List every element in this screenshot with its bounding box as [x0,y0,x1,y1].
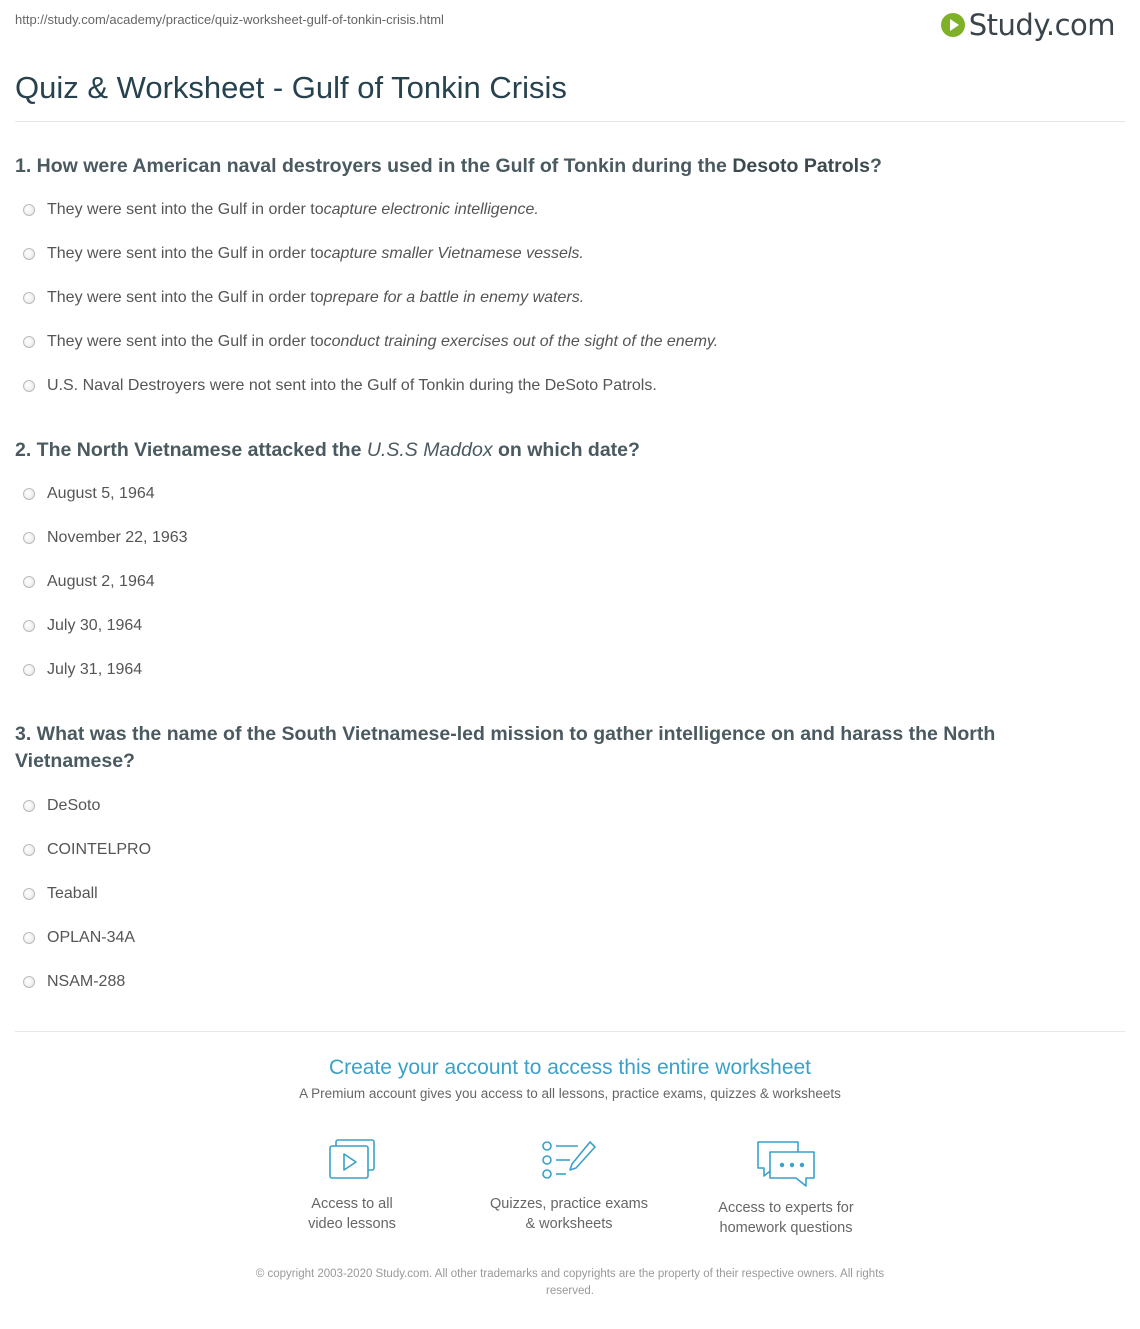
q2-option-3[interactable]: August 2, 1964 [23,571,155,593]
radio-button[interactable] [23,292,35,304]
page-url: http://study.com/academy/practice/quiz-worksheet-gulf-of-tonkin-crisis.html [15,12,444,27]
q3-option-5[interactable]: NSAM-288 [23,971,125,993]
q1-option-3[interactable]: They were sent into the Gulf in order to prepare for a battle in enemy waters. [23,287,584,309]
radio-button[interactable] [23,576,35,588]
q2-option-4[interactable]: July 30, 1964 [23,615,142,637]
radio-button[interactable] [23,336,35,348]
radio-button[interactable] [23,248,35,260]
q2-option-5[interactable]: July 31, 1964 [23,659,142,681]
q2-option-1[interactable]: August 5, 1964 [23,483,155,505]
radio-button[interactable] [23,532,35,544]
q1-option-1[interactable]: They were sent into the Gulf in order to capture electronic intelligence. [23,199,539,221]
title-divider [15,121,1125,122]
premium-description: A Premium account gives you access to all lessons, practice exams, quizzes & worksheets [299,1086,841,1101]
study-logo[interactable] [941,8,1115,42]
question-3: 3. What was the name of the South Vietnamese-led mission to gather intelligence on and harass the North Vietnamese? [15,723,996,772]
feature-video-lessons: Access to all video lessons [252,1138,452,1234]
q3-option-1[interactable]: DeSoto [23,795,100,817]
question-2: 2. The North Vietnamese attacked the U.S.S Maddox on which date? [15,439,640,461]
radio-button[interactable] [23,620,35,632]
cta-divider [15,1031,1125,1032]
q1-option-4[interactable]: They were sent into the Gulf in order to conduct training exercises out of the sight of the enemy. [23,331,718,353]
page-title: Quiz & Worksheet - Gulf of Tonkin Crisis [15,70,567,105]
chat-bubbles-icon [754,1138,818,1188]
radio-button[interactable] [23,204,35,216]
radio-button[interactable] [23,488,35,500]
q2-option-2[interactable]: November 22, 1963 [23,527,188,549]
question-1: 1. How were American naval destroyers used in the Gulf of Tonkin during the Desoto Patrols? [15,155,882,177]
quiz-list-icon [540,1138,598,1184]
radio-button[interactable] [23,664,35,676]
radio-button[interactable] [23,800,35,812]
radio-button[interactable] [23,932,35,944]
logo-text: Study.com [968,8,1115,42]
feature-experts: Access to experts for homework questions [686,1138,886,1238]
radio-button[interactable] [23,380,35,392]
create-account-link[interactable]: Create your account to access this entire worksheet [328,1056,812,1079]
q1-option-2[interactable]: They were sent into the Gulf in order to capture smaller Vietnamese vessels. [23,243,584,265]
play-icon [941,13,965,37]
q3-option-2[interactable]: COINTELPRO [23,839,151,861]
copyright-footer: © copyright 2003-2020 Study.com. All other trademarks and copyrights are the property of their respective owners. All rights reserved. [255,1268,885,1297]
radio-button[interactable] [23,976,35,988]
feature-quizzes: Quizzes, practice exams & worksheets [469,1138,669,1234]
radio-button[interactable] [23,844,35,856]
q3-option-3[interactable]: Teaball [23,883,98,905]
video-lessons-icon [326,1138,378,1184]
q3-option-4[interactable]: OPLAN-34A [23,927,135,949]
q1-option-5[interactable]: U.S. Naval Destroyers were not sent into the Gulf of Tonkin during the DeSoto Patrols. [23,375,657,397]
radio-button[interactable] [23,888,35,900]
